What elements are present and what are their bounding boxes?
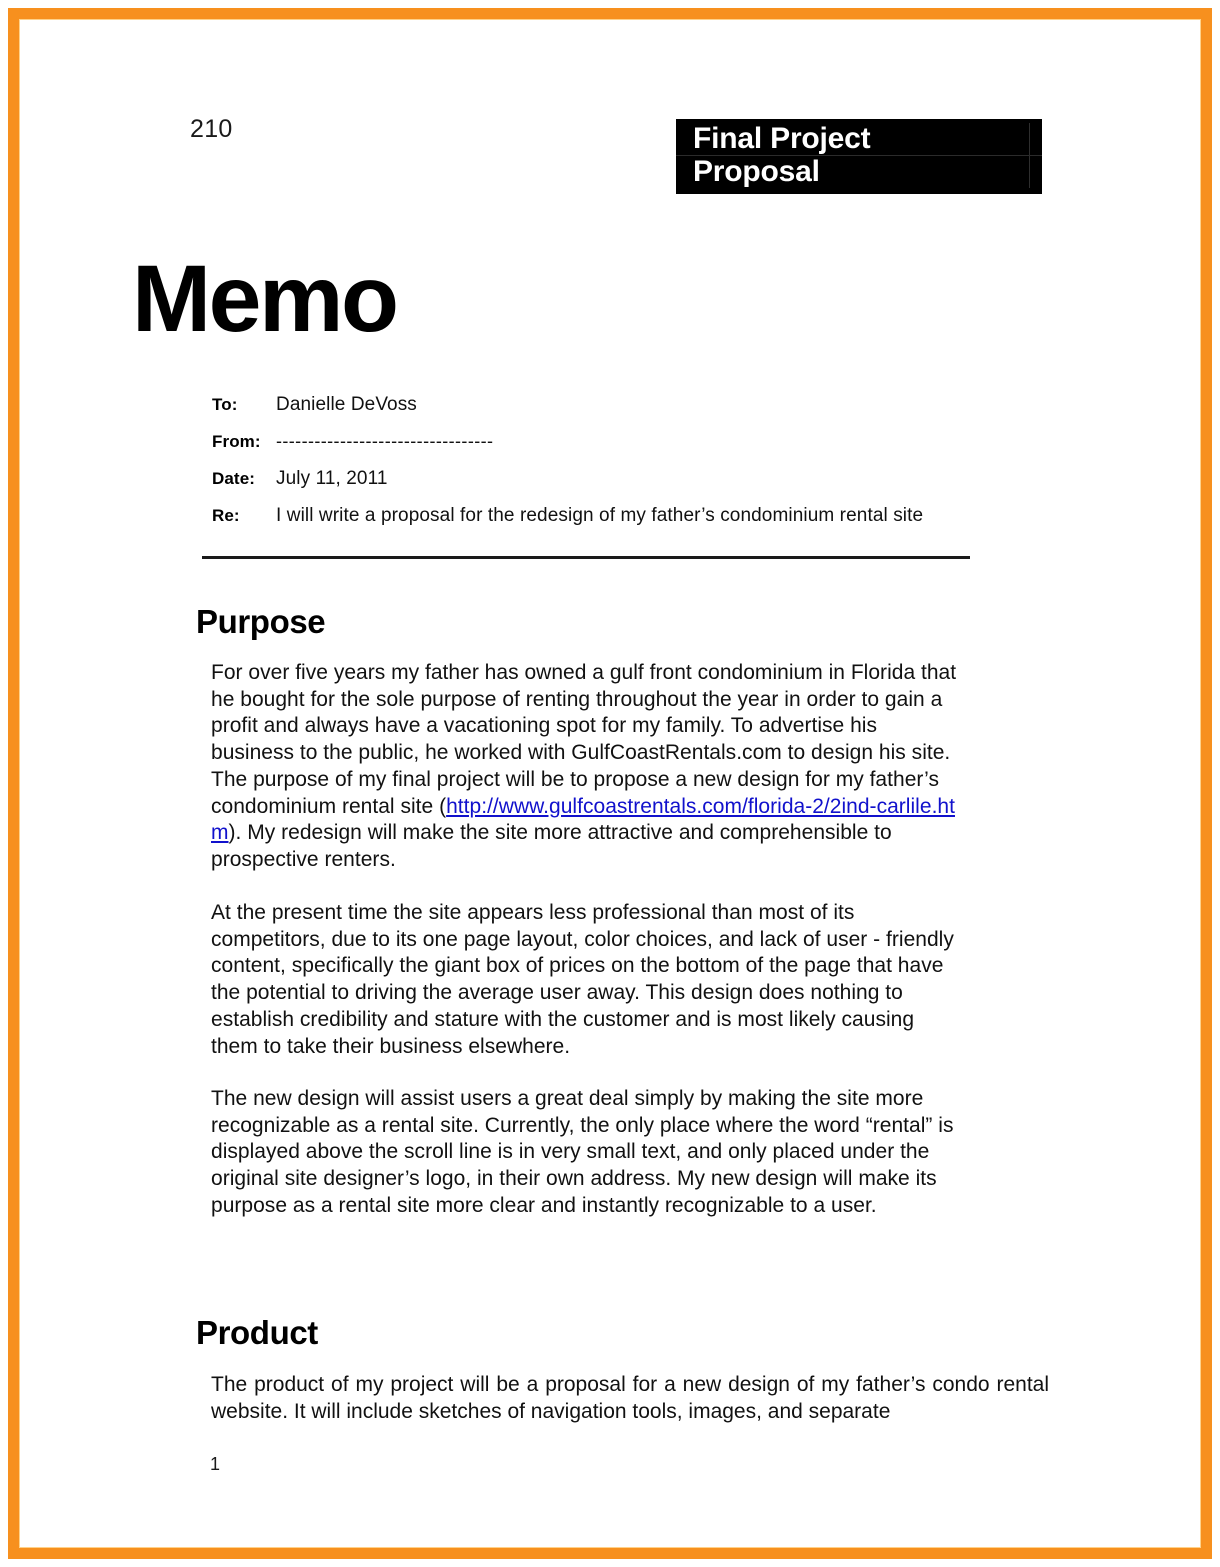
title-block-row-2 [676, 155, 1042, 188]
memo-field-re [212, 505, 972, 542]
memo-header-fields [212, 394, 972, 542]
title-block-cell-divider [1029, 156, 1030, 188]
title-block-line-1: Final Project [693, 122, 871, 155]
product-paragraph-1 [211, 1372, 1049, 1425]
memo-field-from [212, 431, 972, 468]
paragraph-text [211, 660, 963, 874]
memo-field-date-label: Date: [212, 469, 256, 488]
title-block-line-2: Proposal [693, 155, 820, 189]
memo-field-re-label: Re: [212, 506, 240, 525]
title-block-cell-divider [1029, 123, 1030, 155]
paragraph-text: The new design will assist users a great deal simply by making the site more recognizable as a rental site. Currently, the only place where the word “rental” is displayed above the scroll line is in very small text, and only placed under the original site designer’s logo, in their own address. My new design will make its purpose as a rental site more clear and instantly recognizable to a user. [211, 1087, 954, 1217]
memo-field-to-value: Danielle DeVoss [276, 394, 417, 415]
purpose-paragraph-2 [211, 900, 963, 1060]
paragraph-text: At the present time the site appears less professional than most of its competitors, due to its one page layout, color choices, and lack of user - friendly content, specifically the giant box of prices on the bottom of the page that have the potential to driving the average user away. This design does nothing to establish credibility and stature with the customer and is most likely causing them to take their business elsewhere. [211, 901, 954, 1058]
purpose-paragraph-1 [211, 660, 963, 874]
purpose-paragraph-1-after-link: ). My redesign will make the site more attractive and comprehensible to prospective renters. [211, 821, 892, 871]
memo-field-date [212, 468, 972, 505]
memo-field-re-value: I will write a proposal for the redesign of my father’s condominium rental site [276, 505, 924, 526]
memo-wordmark: Memo [132, 246, 397, 352]
page-number: 1 [210, 1454, 221, 1474]
course-number: 210 [190, 115, 233, 143]
gulfcoastrentals-link[interactable]: http://www.gulfcoastrentals.com/florida-2/2ind-carlile.htm [211, 794, 955, 845]
purpose-paragraph-1-before-link: For over five years my father has owned a gulf front condominium in Florida that he bought for the sole purpose of renting throughout the year in order to gain a profit and always have a vacationing spot for my family. To advertise his business to the public, he worked with GulfCoastRentals.com to design his site. The purpose of my final project will be to propose a new design for my father’s condominium rental site ( [211, 661, 957, 818]
title-block-row-1 [676, 123, 1042, 155]
paragraph-text: The product of my project will be a proposal for a new design of my father’s condo rental website. It will include sketches of navigation tools, images, and separate [211, 1373, 1049, 1423]
title-block [676, 119, 1042, 194]
memo-field-date-value: July 11, 2011 [276, 468, 388, 489]
section-heading-product: Product [196, 1314, 318, 1351]
memo-header-divider [202, 556, 970, 559]
memo-field-from-value: ---------------------------------- [276, 431, 494, 451]
memo-field-to [212, 394, 972, 431]
memo-field-from-label: From: [212, 432, 261, 451]
page-content-area [20, 20, 1200, 1547]
memo-field-to-label: To: [212, 395, 238, 414]
purpose-paragraph-3 [211, 1086, 963, 1220]
section-heading-purpose: Purpose [196, 603, 326, 640]
